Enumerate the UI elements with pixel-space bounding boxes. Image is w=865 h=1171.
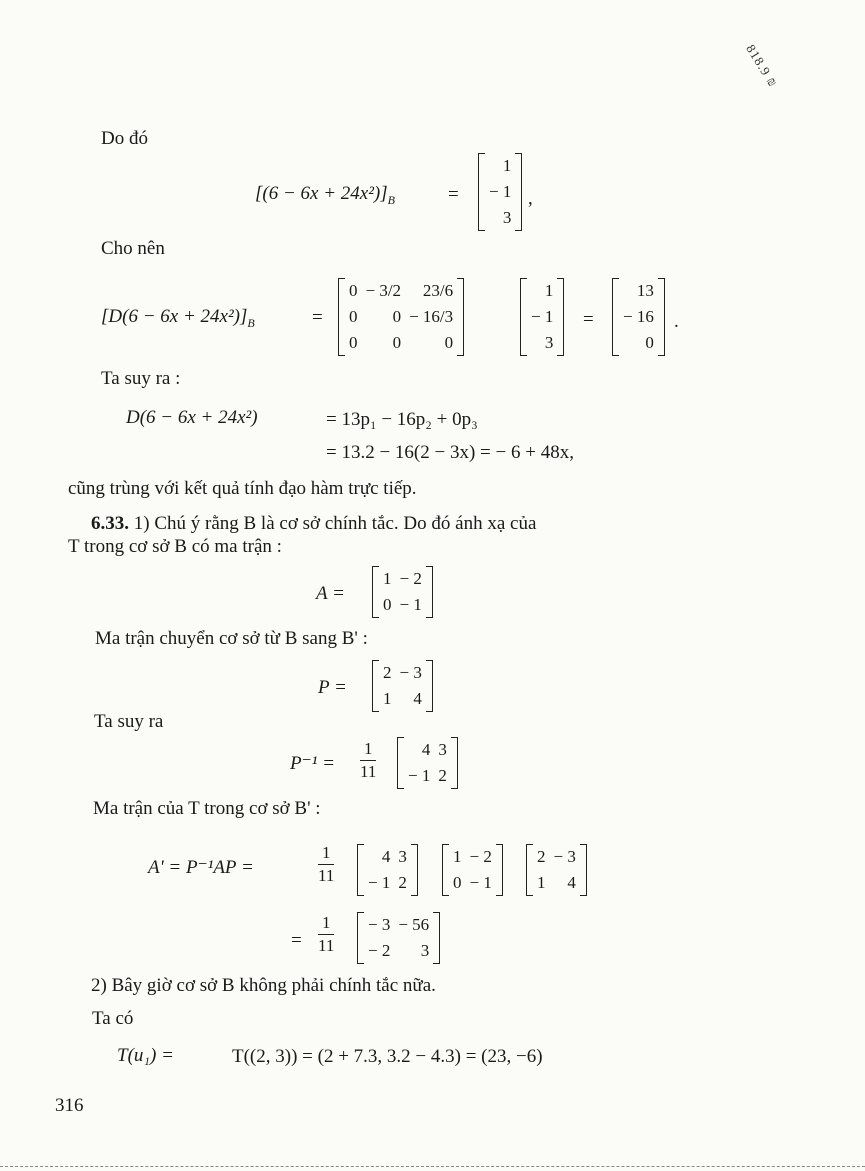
matrix-cell: − 1: [408, 766, 431, 785]
exercise-number: 6.33.: [91, 513, 129, 534]
matrix-cell: 0: [392, 333, 402, 352]
matrix-cell: 2: [383, 663, 392, 682]
matrix-cell: 3: [544, 333, 554, 352]
Pinv-lhs: P⁻¹ =: [290, 753, 335, 774]
matrix-m4: [357, 912, 440, 964]
bottom-border: [0, 1166, 865, 1167]
fraction-1-11-b: $\frac{1}{11}$: [318, 843, 335, 885]
text-ta-co: Ta có: [92, 1008, 134, 1029]
matrix-cell: 4: [567, 873, 576, 892]
text-part2: 2) Bây giờ cơ sở B không phải chính tắc nữa.: [91, 975, 436, 996]
Aprime-lhs: A' = P⁻¹AP =: [148, 857, 254, 878]
bracket-right: [411, 844, 418, 896]
matrix-cell: 0: [383, 595, 392, 614]
fraction-1-11-a: $\frac{1}{11}$: [360, 739, 377, 781]
matrix-cell: 4: [413, 689, 422, 708]
P-lhs: P =: [318, 677, 347, 698]
matrix-cell: 0: [645, 333, 654, 352]
text-ma-tran-cua-T: Ma trận của T trong cơ sở B' :: [93, 798, 321, 819]
matrix-cell: 0: [392, 307, 402, 326]
matrix-cell: 4: [421, 740, 431, 759]
text-cho-nen: Cho nên: [101, 238, 165, 259]
matrix-Pinv: [397, 737, 458, 789]
bracket-right: [433, 912, 440, 964]
matrix-m1: [357, 844, 418, 896]
matrix-cell: 0: [453, 873, 462, 892]
eq3-line2: = 13.2 − 16(2 − 3x) = − 6 + 48x,: [326, 442, 574, 463]
matrix-cell: 3: [420, 941, 430, 960]
bracket-right: [580, 844, 587, 896]
matrix-cell: 3: [502, 208, 512, 227]
matrix-v3: [612, 278, 665, 356]
matrix-cell: − 3: [368, 915, 391, 934]
matrix-cell: − 1: [489, 182, 512, 201]
bracket-left: [372, 660, 379, 712]
eq-second-equals: =: [291, 930, 302, 951]
exercise-line-2: T trong cơ sở B có ma trận :: [68, 536, 282, 557]
matrix-cell: 1: [537, 873, 546, 892]
stamp-mark: 818.9 ₪: [743, 41, 782, 90]
matrix-cell: − 1: [469, 873, 492, 892]
eq1-equals: =: [448, 184, 459, 205]
matrix-cell: 13: [636, 281, 654, 300]
matrix-cell: − 56: [398, 915, 430, 934]
bracket-right: [496, 844, 503, 896]
eq1-comma: ,: [528, 188, 533, 209]
bracket-left: [357, 844, 364, 896]
matrix-m2: [442, 844, 503, 896]
matrix-m3: [526, 844, 587, 896]
eq1-lhs: $[(6 - 6x + 24x^2)]_B$: [255, 183, 395, 207]
matrix-D: [338, 278, 464, 356]
matrix-v1: [478, 153, 522, 231]
bracket-left: [357, 912, 364, 964]
matrix-cell: 1: [544, 281, 554, 300]
matrix-cell: 1: [502, 156, 512, 175]
eq2-equals-2: =: [583, 309, 594, 330]
text-ma-tran-chuyen: Ma trận chuyển cơ sở từ B sang B' :: [95, 628, 368, 649]
matrix-cell: 1: [383, 569, 392, 588]
bracket-left: [520, 278, 527, 356]
fraction-1-11-c: $\frac{1}{11}$: [318, 913, 335, 955]
T-u1-rhs: T((2, 3)) = (2 + 7.3, 3.2 − 4.3) = (23, −6): [232, 1046, 543, 1067]
text-cung-trung: cũng trùng với kết quả tính đạo hàm trực tiếp.: [68, 478, 417, 499]
matrix-cell: 1: [453, 847, 462, 866]
text-ta-suy-ra-1: Ta suy ra :: [101, 368, 181, 389]
matrix-cell: − 16/3: [409, 307, 454, 326]
eq2-lhs: $[D(6 - 6x + 24x^2)]_B$: [101, 306, 255, 330]
matrix-cell: 23/6: [422, 281, 454, 300]
bracket-right: [451, 737, 458, 789]
matrix-cell: 3: [438, 740, 447, 759]
matrix-A: [372, 566, 433, 618]
bracket-right: [658, 278, 665, 356]
exercise-line-1: 6.33. 1) Chú ý rằng B là cơ sở chính tắc. Do đó ánh xạ của: [91, 513, 537, 534]
matrix-v2: [520, 278, 564, 356]
bracket-left: [442, 844, 449, 896]
matrix-cell: − 2: [399, 569, 422, 588]
matrix-cell: 0: [349, 333, 358, 352]
matrix-cell: 4: [381, 847, 391, 866]
matrix-cell: − 1: [531, 307, 554, 326]
bracket-right: [515, 153, 522, 231]
text-do-do: Do đó: [101, 128, 148, 149]
matrix-cell: − 3: [553, 847, 576, 866]
eq3-line1: = 13p₁ − 16p₂ + 0p₃: [326, 409, 478, 430]
bracket-left: [478, 153, 485, 231]
text-ta-suy-ra-2: Ta suy ra: [94, 711, 164, 732]
matrix-cell: 0: [349, 307, 358, 326]
eq2-dot: .: [674, 311, 679, 332]
bracket-right: [557, 278, 564, 356]
matrix-cell: 0: [444, 333, 454, 352]
matrix-cell: − 3: [399, 663, 422, 682]
matrix-P: [372, 660, 433, 712]
bracket-left: [397, 737, 404, 789]
A-lhs: A =: [316, 583, 345, 604]
bracket-right: [426, 566, 433, 618]
matrix-cell: − 16: [623, 307, 654, 326]
matrix-cell: − 2: [469, 847, 492, 866]
bracket-left: [372, 566, 379, 618]
matrix-cell: 2: [537, 847, 546, 866]
eq2-equals: =: [312, 307, 323, 328]
bracket-left: [338, 278, 345, 356]
matrix-cell: 2: [438, 766, 447, 785]
bracket-right: [457, 278, 464, 356]
bracket-right: [426, 660, 433, 712]
T-u1-lhs: T(u₁) =: [117, 1045, 174, 1066]
matrix-cell: − 2: [368, 941, 391, 960]
matrix-cell: 1: [383, 689, 392, 708]
page-number: 316: [55, 1095, 84, 1116]
eq3-lhs: D(6 − 6x + 24x²): [126, 407, 258, 428]
matrix-cell: 0: [349, 281, 358, 300]
matrix-cell: − 1: [368, 873, 391, 892]
matrix-cell: 2: [398, 873, 407, 892]
bracket-left: [612, 278, 619, 356]
matrix-cell: − 1: [399, 595, 422, 614]
matrix-cell: − 3/2: [365, 281, 402, 300]
matrix-cell: 3: [398, 847, 407, 866]
bracket-left: [526, 844, 533, 896]
